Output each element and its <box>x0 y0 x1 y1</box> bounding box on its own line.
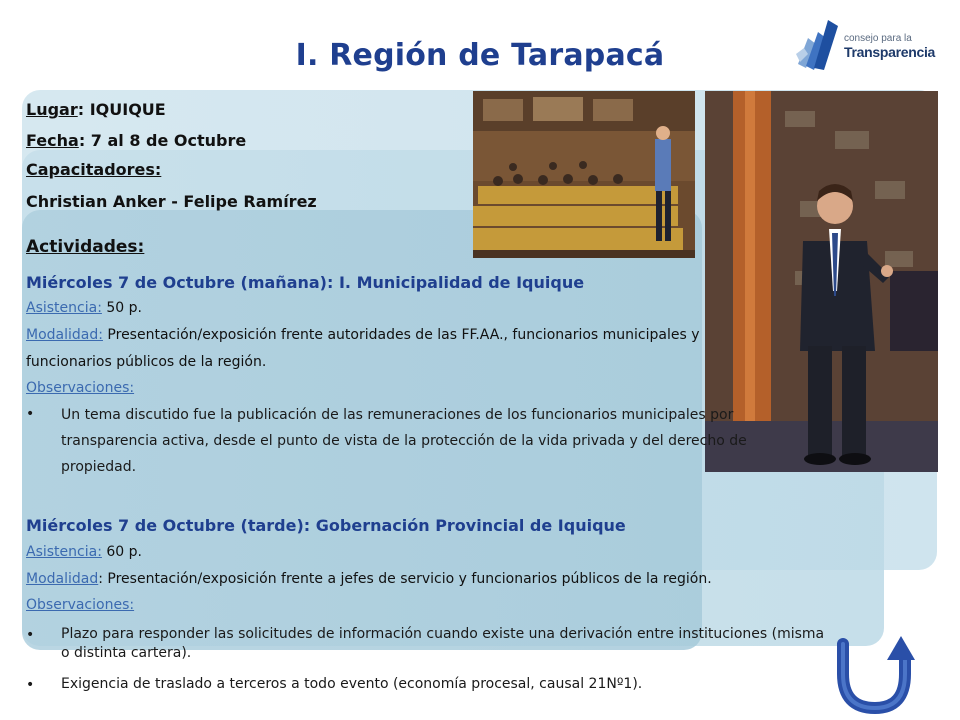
session1-observaciones <box>26 380 134 396</box>
session2-modalidad-label: Modalidad <box>26 571 99 587</box>
auditorium-photo <box>473 91 695 258</box>
bullet-icon: • <box>26 677 35 693</box>
session1-asistencia-value: 50 p. <box>101 300 142 316</box>
session1-modalidad <box>26 327 700 343</box>
logo-mark-icon <box>794 14 842 70</box>
session1-modalidad-label: Modalidad: <box>26 327 103 343</box>
session2-asistencia-label: Asistencia: <box>26 544 102 560</box>
capacitadores-label <box>26 160 161 179</box>
u-turn-arrow-icon[interactable] <box>833 630 915 716</box>
session2-asistencia-value: 60 p. <box>101 544 142 560</box>
fecha-row <box>26 131 246 150</box>
session2-bullet-text-1: Plazo para responder las solicitudes de información cuando existe una derivación entre instituciones (misma o distinta cartera). <box>61 626 825 661</box>
consejo-transparencia-logo <box>794 14 944 70</box>
session2-bullet-text-2: Exigencia de traslado a terceros a todo evento (economía procesal, causal 21Nº1). <box>61 676 643 692</box>
session1-modalidad-cont: funcionarios públicos de la región. <box>26 354 267 370</box>
session2-observaciones <box>26 597 134 613</box>
session2-modalidad <box>26 571 712 587</box>
lugar-value: : IQUIQUE <box>77 100 166 119</box>
session1-observaciones-label: Observaciones: <box>26 380 135 396</box>
session2-heading: Miércoles 7 de Octubre (tarde): Gobernación Provincial de Iquique <box>26 516 626 535</box>
session1-modalidad-value: Presentación/exposición frente autoridades de las FF.AA., funcionarios municipales y <box>102 327 700 343</box>
session1-asistencia <box>26 300 142 316</box>
session1-bullet-text: Un tema discutido fue la publicación de las remuneraciones de los funcionarios municipales por transparencia activa, desde el punto de vista de la protección de la vida privada y del derecho de propiedad. <box>61 407 747 475</box>
session1-asistencia-label: Asistencia: <box>26 300 102 316</box>
fecha-value: : 7 al 8 de Octubre <box>78 131 247 150</box>
bullet-icon: • <box>26 406 35 422</box>
capacitadores-label-text: Capacitadores: <box>26 160 162 179</box>
slide-title: I. Región de Tarapacá <box>295 38 665 73</box>
session2-modalidad-value: : Presentación/exposición frente a jefes de servicio y funcionarios públicos de la región. <box>98 571 712 587</box>
logo-line1: consejo para la <box>844 33 912 44</box>
bullet-icon: • <box>26 627 35 643</box>
logo-line2: Transparencia <box>844 44 936 60</box>
session2-observaciones-label: Observaciones: <box>26 597 135 613</box>
actividades-label <box>26 237 144 257</box>
session1-heading: Miércoles 7 de Octubre (mañana): I. Municipalidad de Iquique <box>26 273 585 292</box>
lugar-label: Lugar <box>26 100 78 119</box>
capacitadores-value: Christian Anker - Felipe Ramírez <box>26 192 317 211</box>
actividades-label-text: Actividades: <box>26 237 145 257</box>
fecha-label: Fecha <box>26 131 79 150</box>
lugar-row <box>26 100 166 119</box>
session2-asistencia <box>26 544 142 560</box>
